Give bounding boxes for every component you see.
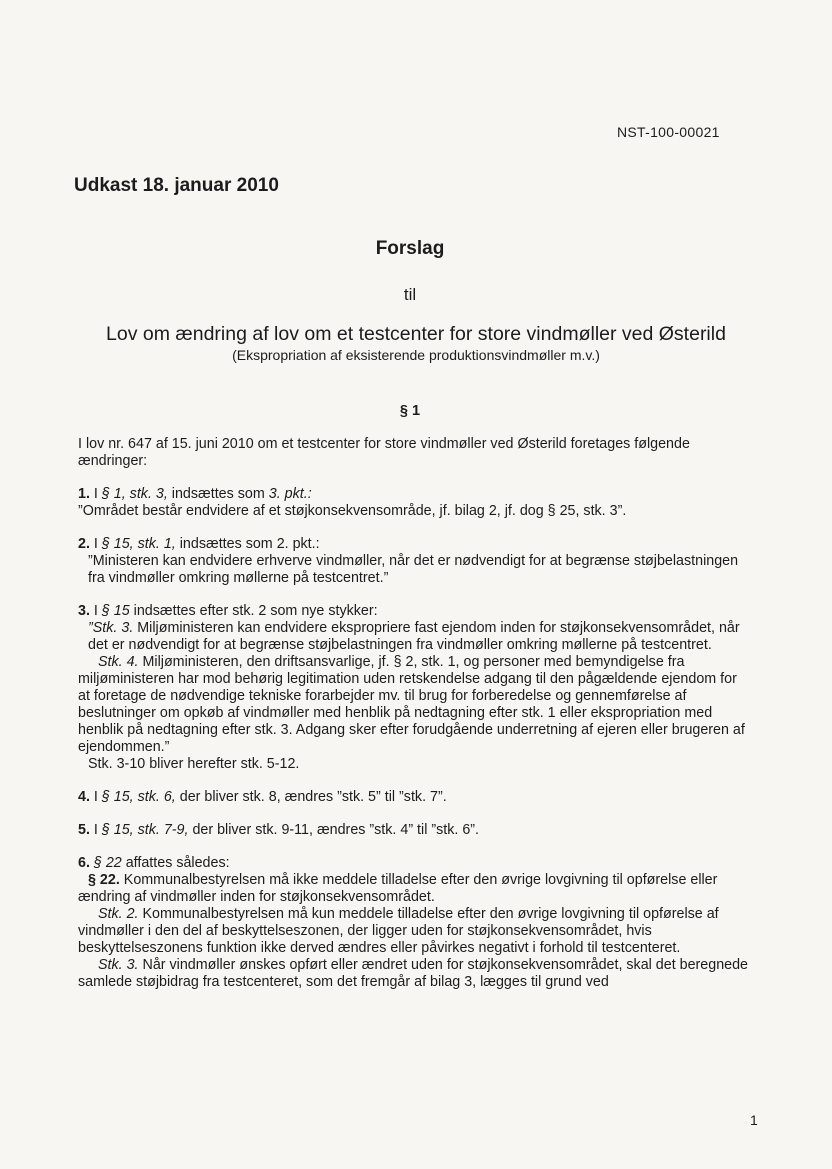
amendment-1: 1. I § 1, stk. 3, indsættes som 3. pkt.: [78, 486, 312, 502]
amendment-3-stk3: ”Stk. 3. Miljøministeren kan endvidere ekspropriere fast ejendom inden for støjkonsekvensområdet, når det er nødvendigt for at begrænse støjbelastningen fra vindmøller omkring møllerne på testcentret. [88, 620, 740, 653]
proposal-title: Forslag [375, 238, 445, 259]
section-intro: I lov nr. 647 af 15. juni 2010 om et testcenter for store vindmøller ved Østerild foretages følgende ændringer: [78, 436, 690, 469]
amendment-2-text: ”Ministeren kan endvidere erhverve vindmøller, når det er nødvendigt for at begrænse støjbelastningen fra vindmøller omkring møllerne på testcentret.” [88, 553, 739, 586]
law-subtitle: (Ekspropriation af eksisterende produktionsvindmøller m.v.) [232, 347, 600, 363]
page-number: 1 [750, 1112, 758, 1128]
document-id: NST-100-00021 [617, 124, 720, 140]
amendment-6: 6. § 22 affattes således: [78, 855, 230, 871]
amendment-3: 3. I § 15 indsættes efter stk. 2 som nye stykker: [78, 603, 378, 619]
section-22-stk2: Stk. 2. Kommunalbestyrelsen må kun meddele tilladelse efter den øvrige lovgivning til opførelse af vindmøller i den del af beskyttelseszonen, der ligger uden for støjkonsekvensområdet, hvis beskyttelseszonens funktion ikke derved ændres eller påvirkes negativt i forhold til testcenteret. [78, 906, 719, 956]
amendment-5: 5. I § 15, stk. 7-9, der bliver stk. 9-11, ændres ”stk. 4” til ”stk. 6”. [78, 822, 480, 838]
document-body [78, 436, 748, 991]
amendment-1-text: ”Området består endvidere af et støjkonsekvensområde, jf. bilag 2, jf. dog § 25, stk. 3”. [78, 503, 627, 519]
amendment-2: 2. I § 15, stk. 1, indsættes som 2. pkt.: [78, 536, 320, 552]
section-heading: § 1 [399, 403, 421, 419]
law-title: Lov om ændring af lov om et testcenter for store vindmøller ved Østerild [106, 323, 726, 345]
proposal-til: til [403, 285, 417, 304]
amendment-4: 4. I § 15, stk. 6, der bliver stk. 8, ændres ”stk. 5” til ”stk. 7”. [78, 789, 447, 805]
draft-date-label: Udkast 18. januar 2010 [74, 175, 279, 196]
amendment-3-stk4: Stk. 4. Miljøministeren, den driftsansvarlige, jf. § 2, stk. 1, og personer med bemyndigelse fra miljøministeren har mod behørig legitimation uden retskendelse adgang til den pågældende ejendom for at foretage de nødvendige tekniske forarbejder mv. til brug for forberedelse og gennemførelse af beslutninger om opkøb af vindmøller med henblik på nedtagning efter stk. 1 eller ekspropriation med henblik på nedtagning efter stk. 3. Adgang sker efter forudgående underretning af ejeren eller brugeren af ejendommen.” [78, 654, 745, 755]
amendment-3-note: Stk. 3-10 bliver herefter stk. 5-12. [88, 756, 300, 772]
section-22-text: § 22. Kommunalbestyrelsen må ikke meddele tilladelse efter den øvrige lovgivning til opførelse eller ændring af vindmøller inden for støjkonsekvensområdet. [78, 872, 718, 905]
section-22-stk3: Stk. 3. Når vindmøller ønskes opført eller ændret uden for støjkonsekvensområdet, skal det beregnede samlede støjbidrag fra testcenteret, som det fremgår af bilag 3, lægges til grund ved [78, 957, 749, 990]
